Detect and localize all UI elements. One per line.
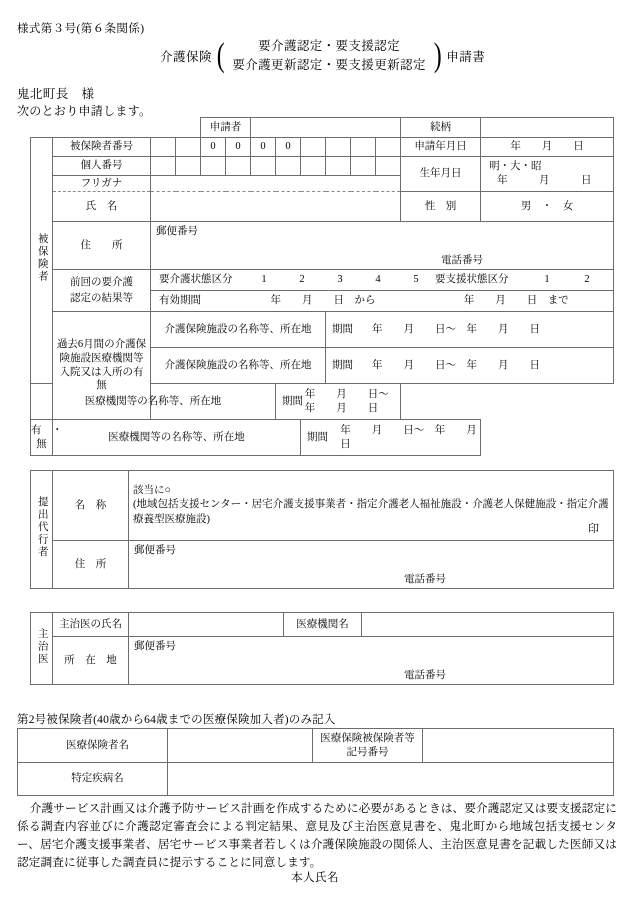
agent-address-row (31, 541, 614, 589)
personal-digit-1[interactable] (176, 157, 201, 176)
name-label: 氏 名 (53, 192, 151, 222)
agent-name-label: 名 称 (53, 471, 129, 541)
insured-table (30, 117, 614, 456)
care-level-option-3[interactable]: 3 (337, 274, 343, 286)
yes-no-label[interactable]: 有 ・ 無 (31, 420, 53, 456)
birth-date-label: 生年月日 (401, 157, 481, 192)
gender-value[interactable]: 男 ・ 女 (481, 192, 614, 222)
applicant-header-row (31, 118, 614, 138)
prev-result-label-2: 認定の結果等 (70, 292, 133, 304)
yes-no-row (31, 420, 614, 456)
signature-label: 本人氏名 (291, 871, 339, 884)
insured-number-row (31, 138, 614, 157)
history-1-period-cell[interactable] (326, 312, 614, 348)
name-row (31, 192, 614, 222)
relation-header-label: 続柄 (401, 118, 481, 138)
second-insured-table (17, 728, 614, 796)
history-1-period-label: 期間 (332, 323, 353, 335)
insured-side-label-cell (31, 138, 53, 384)
personal-digit-9[interactable] (376, 157, 401, 176)
lead-in-text: 次のとおり申請します。 (17, 104, 152, 118)
name-value[interactable] (151, 192, 401, 222)
doctor-institution-label: 医療機関名 (284, 613, 362, 637)
insured-digit-0[interactable] (151, 138, 176, 157)
agent-table (30, 470, 614, 589)
applicant-header-blank (251, 118, 401, 138)
history-1-name[interactable]: 介護保険施設の名称等、所在地 (151, 312, 326, 348)
insured-side-label: 被保険者 (36, 233, 48, 284)
title-bracket-group (215, 37, 443, 75)
care-level-cell[interactable] (151, 270, 614, 291)
personal-digit-7[interactable] (326, 157, 351, 176)
history-1-period-value[interactable]: 年 月 日～ 年 月 日 (372, 323, 540, 335)
doctor-institution-value[interactable] (362, 613, 614, 637)
support-level-option-1[interactable]: 1 (544, 274, 550, 286)
spacer-d2 (176, 118, 201, 138)
care-level-option-4[interactable]: 4 (375, 274, 381, 286)
second-insured-row-1 (18, 729, 614, 763)
consent-paragraph: 介護サービス計画又は介護予防サービス計画を作成するために必要があるときは、要介護認定又は要支援認定に係る調査内容並びに介護認定審査会による判定結果、意見及び主治医意見書を、鬼北町から地域包括支援センター、居宅介護支援事業者、居宅サービス事業者若しくは介護保険施設の関係人、主治医意見書を記載した医師又は認定調査に従事した調査員に提示することに同意します。 (17, 802, 617, 869)
form-title (160, 37, 485, 75)
insured-symbol-label (313, 729, 423, 763)
relation-value-cell[interactable] (481, 118, 614, 138)
doctor-name-row (31, 613, 614, 637)
address-phone-label: 電話番号 (441, 254, 483, 266)
insured-digit-2[interactable]: 0 (201, 138, 226, 157)
agent-phone-label: 電話番号 (404, 573, 446, 585)
second-insured-heading: 第2号被保険者(40歳から64歳までの医療保険加入者)のみ記入 (17, 714, 336, 726)
applicant-header-label: 申請者 (201, 118, 251, 138)
personal-digit-4[interactable] (251, 157, 276, 176)
furigana-label: フリガナ (53, 176, 151, 192)
agent-side-label-cell (31, 471, 53, 589)
disease-value[interactable] (168, 763, 614, 796)
insured-symbol-value[interactable] (423, 729, 614, 763)
spacer-label-top (53, 118, 151, 138)
title-bracket-lines (226, 37, 432, 75)
doctor-phone-label: 電話番号 (404, 669, 446, 681)
bracket-left-icon: ( (216, 36, 225, 74)
valid-period-label: 有効期間 (159, 295, 201, 307)
gender-label: 性 別 (401, 192, 481, 222)
insurer-name-value[interactable] (168, 729, 313, 763)
prev-result-label (53, 270, 151, 312)
care-level-option-5[interactable]: 5 (413, 274, 419, 286)
agent-address-label: 住 所 (53, 541, 129, 589)
disease-label: 特定疾病名 (18, 763, 168, 796)
birth-date-value: 年 月 日 (497, 175, 592, 186)
address-value-cell[interactable] (151, 222, 614, 270)
history-2-name[interactable]: 介護保険施設の名称等、所在地 (151, 348, 326, 384)
address-row (31, 222, 614, 270)
insured-digit-3[interactable]: 0 (226, 138, 251, 157)
doctor-side-label: 主治医 (36, 627, 48, 666)
insured-digit-1[interactable] (176, 138, 201, 157)
insured-digit-5[interactable]: 0 (276, 138, 301, 157)
history-2-period-cell[interactable] (326, 348, 614, 384)
insured-digit-6[interactable] (301, 138, 326, 157)
yes-no-period-label: 期間 (307, 431, 328, 443)
care-level-row (31, 270, 614, 291)
history-row-1 (31, 312, 614, 348)
agent-seal: 印 (588, 523, 599, 536)
application-date-value[interactable]: 年 月 日 (481, 138, 614, 157)
bracket-right-icon: ) (433, 36, 442, 74)
addressee: 鬼北町長 様 (17, 87, 95, 101)
agent-name-row (31, 471, 614, 541)
title-prefix: 介護保険 (160, 49, 213, 64)
address-label: 住 所 (53, 222, 151, 270)
personal-digit-0[interactable] (151, 157, 176, 176)
yes-no-period-cell[interactable] (301, 420, 498, 456)
address-postal-label: 郵便番号 (156, 226, 198, 237)
doctor-name-label: 主治医の氏名 (53, 613, 129, 637)
insured-digit-8[interactable] (351, 138, 376, 157)
insured-symbol-label-1: 医療保険被保険者等 (320, 732, 415, 744)
agent-options: (地域包括支援センター・居宅介護支援事業者・指定介護老人福祉施設・介護老人保健施設・指定介護療養型医療施設) (133, 499, 609, 525)
doctor-name-value[interactable] (129, 613, 284, 637)
history-3-period-value[interactable]: 年 月 日～ 年 月 日 (304, 389, 400, 414)
personal-number-label: 個人番号 (53, 157, 151, 176)
insured-digit-7[interactable] (326, 138, 351, 157)
furigana-value[interactable] (151, 176, 401, 192)
insured-number-label: 被保険者番号 (53, 138, 151, 157)
application-date-label: 申請年月日 (401, 138, 481, 157)
doctor-side-label-cell (31, 613, 53, 685)
history-2-period-label: 期間 (332, 359, 353, 371)
yes-no-name[interactable]: 医療機関等の名称等、所在地 (53, 420, 301, 456)
agent-instruction: 該当に○ (133, 485, 171, 497)
title-suffix: 申請書 (446, 49, 486, 64)
history-3-period-cell[interactable] (276, 384, 401, 420)
history-3-period-label: 期間 (282, 395, 303, 407)
doctor-address-label: 所 在 地 (53, 637, 129, 685)
agent-side-label: 提出代行者 (36, 496, 48, 559)
insured-symbol-label-2: 記号番号 (346, 746, 389, 758)
doctor-table (30, 612, 614, 685)
second-insured-row-2 (18, 763, 614, 796)
personal-number-row (31, 157, 614, 176)
support-level-label: 要支援状態区分 (435, 274, 509, 286)
history-3-name[interactable]: 医療機関等の名称等、所在地 (31, 384, 276, 420)
care-level-option-2[interactable]: 2 (299, 274, 305, 286)
valid-period-cell[interactable] (151, 291, 614, 312)
doctor-address-row (31, 637, 614, 685)
spacer-left-top (31, 118, 53, 138)
personal-digit-6[interactable] (301, 157, 326, 176)
birth-date-value-cell[interactable] (481, 157, 614, 192)
personal-digit-8[interactable] (351, 157, 376, 176)
care-level-label: 要介護状態区分 (159, 274, 233, 286)
personal-digit-5[interactable] (276, 157, 301, 176)
history-label: 過去6月間の介護保険施設医療機関等入院又は入所の有無 (53, 312, 151, 420)
title-line-2: 要介護更新認定・要支援更新認定 (232, 57, 426, 72)
title-line-1: 要介護認定・要支援認定 (258, 39, 401, 53)
valid-period-to[interactable]: 年 月 日 まで (463, 295, 569, 307)
care-level-option-1[interactable]: 1 (261, 274, 267, 286)
agent-postal-label: 郵便番号 (134, 545, 176, 556)
spacer-d1 (151, 118, 176, 138)
agent-address-value-cell[interactable] (129, 541, 614, 589)
personal-digit-3[interactable] (226, 157, 251, 176)
valid-period-from[interactable]: 年 月 日 から (270, 295, 376, 307)
birth-era: 明・大・昭 (489, 160, 542, 172)
history-2-period-value[interactable]: 年 月 日～ 年 月 日 (372, 359, 540, 371)
insured-digit-4[interactable]: 0 (251, 138, 276, 157)
personal-digit-2[interactable] (201, 157, 226, 176)
doctor-postal-label: 郵便番号 (134, 641, 176, 652)
prev-result-label-1: 前回の要介護 (70, 276, 133, 288)
form-number: 様式第３号(第６条関係) (17, 23, 145, 35)
yes-no-period-value[interactable]: 年 月 日～ 年 月 日 (340, 425, 498, 450)
insured-digit-9[interactable] (376, 138, 401, 157)
agent-name-value-cell[interactable] (129, 471, 614, 541)
support-level-option-2[interactable]: 2 (584, 274, 590, 286)
doctor-address-value-cell[interactable] (129, 637, 614, 685)
insurer-name-label: 医療保険者名 (18, 729, 168, 763)
history-row-3 (31, 384, 614, 420)
